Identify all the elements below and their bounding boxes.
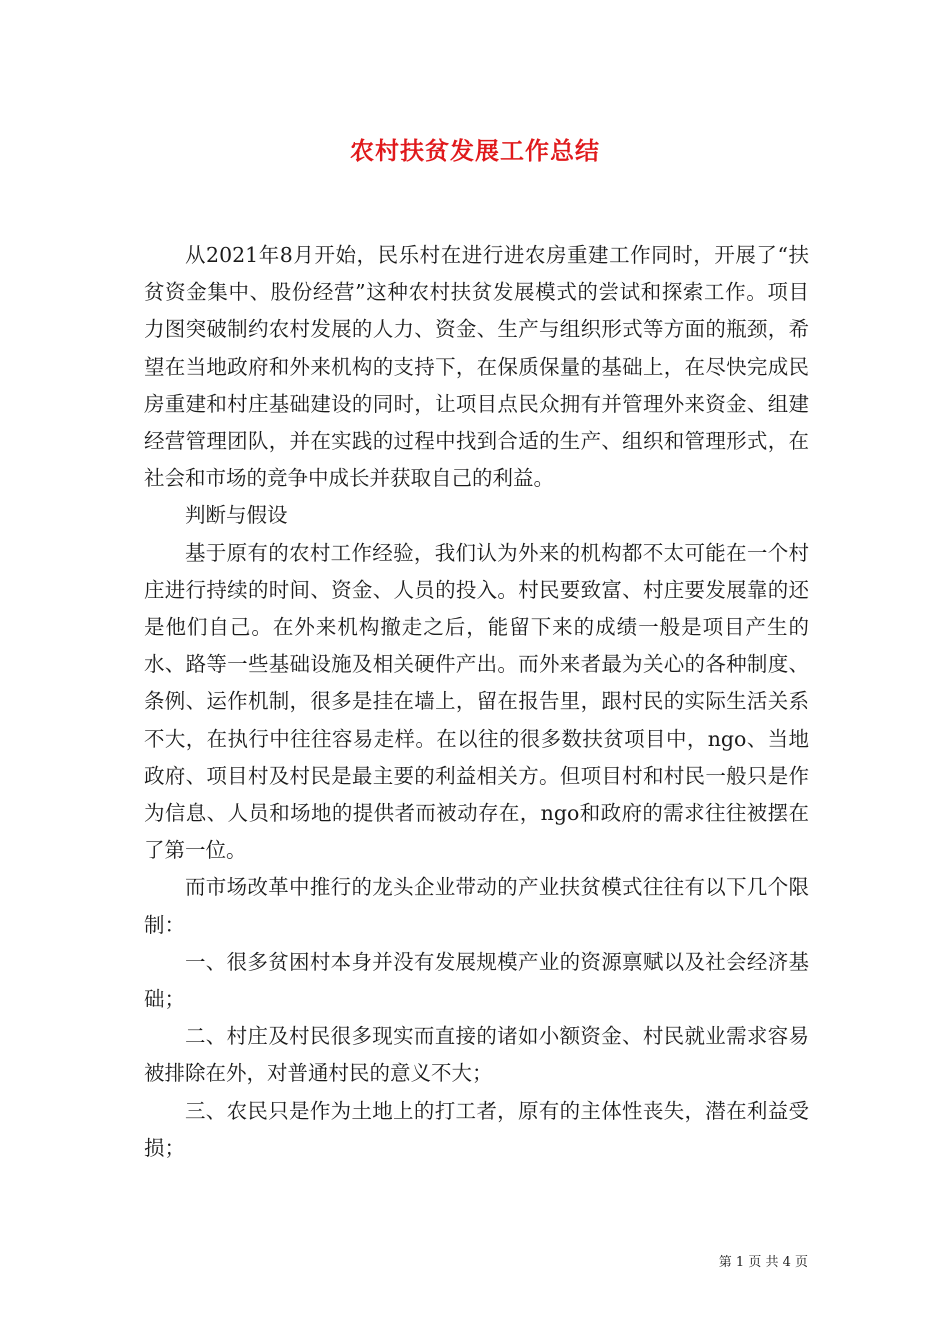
- paragraph-limits-intro: 而市场改革中推行的龙头企业带动的产业扶贫模式往往有以下几个限制：: [144, 875, 809, 937]
- page-number: 第 1 页 共 4 页: [718, 1255, 808, 1270]
- list-item-limit-3: 三、农民只是作为土地上的打工者，原有的主体性丧失，潜在利益受损；: [144, 1098, 809, 1160]
- section-heading-judgment: 判断与假设: [185, 503, 288, 528]
- document-title: 农村扶贫发展工作总结: [350, 136, 600, 165]
- paragraph-intro: 从2021年8月开始，民乐村在进行进农房重建工作同时，开展了“扶贫资金集中、股份经营”这种农村扶贫发展模式的尝试和探索工作。项目力图突破制约农村发展的人力、资金、生产与组织形式等方面的瓶颈，希望在当地政府和外来机构的支持下，在保质保量的基础上，在尽快完成民房重建和村庄基础建设的同时，让项目点民众拥有并管理外来资金、组建经营管理团队，并在实践的过程中找到合适的生产、组织和管理形式，在社会和市场的竞争中成长并获取自己的利益。: [144, 243, 809, 491]
- document-body: [144, 237, 809, 1167]
- list-item-limit-1: 一、很多贫困村本身并没有发展规模产业的资源禀赋以及社会经济基础；: [144, 949, 809, 1012]
- paragraph-experience: 基于原有的农村工作经验，我们认为外来的机构都不太可能在一个村庄进行持续的时间、资金、人员的投入。村民要致富、村庄要发展靠的还是他们自己。在外来机构撤走之后，能留下来的成绩一般是项目产生的水、路等一些基础设施及相关硬件产出。而外来者最为关心的各种制度、条例、运作机制，很多是挂在墙上，留在报告里，跟村民的实际生活关系不大，在执行中往往容易走样。在以往的很多数扶贫项目中，ngo、当地政府、项目村及村民是最主要的利益相关方。但项目村和村民一般只是作为信息、人员和场地的提供者而被动存在，ngo和政府的需求往往被摆在了第一位。: [144, 540, 809, 863]
- list-item-limit-2: 二、村庄及村民很多现实而直接的诸如小额资金、村民就业需求容易被排除在外，对普通村民的意义不大；: [144, 1024, 809, 1086]
